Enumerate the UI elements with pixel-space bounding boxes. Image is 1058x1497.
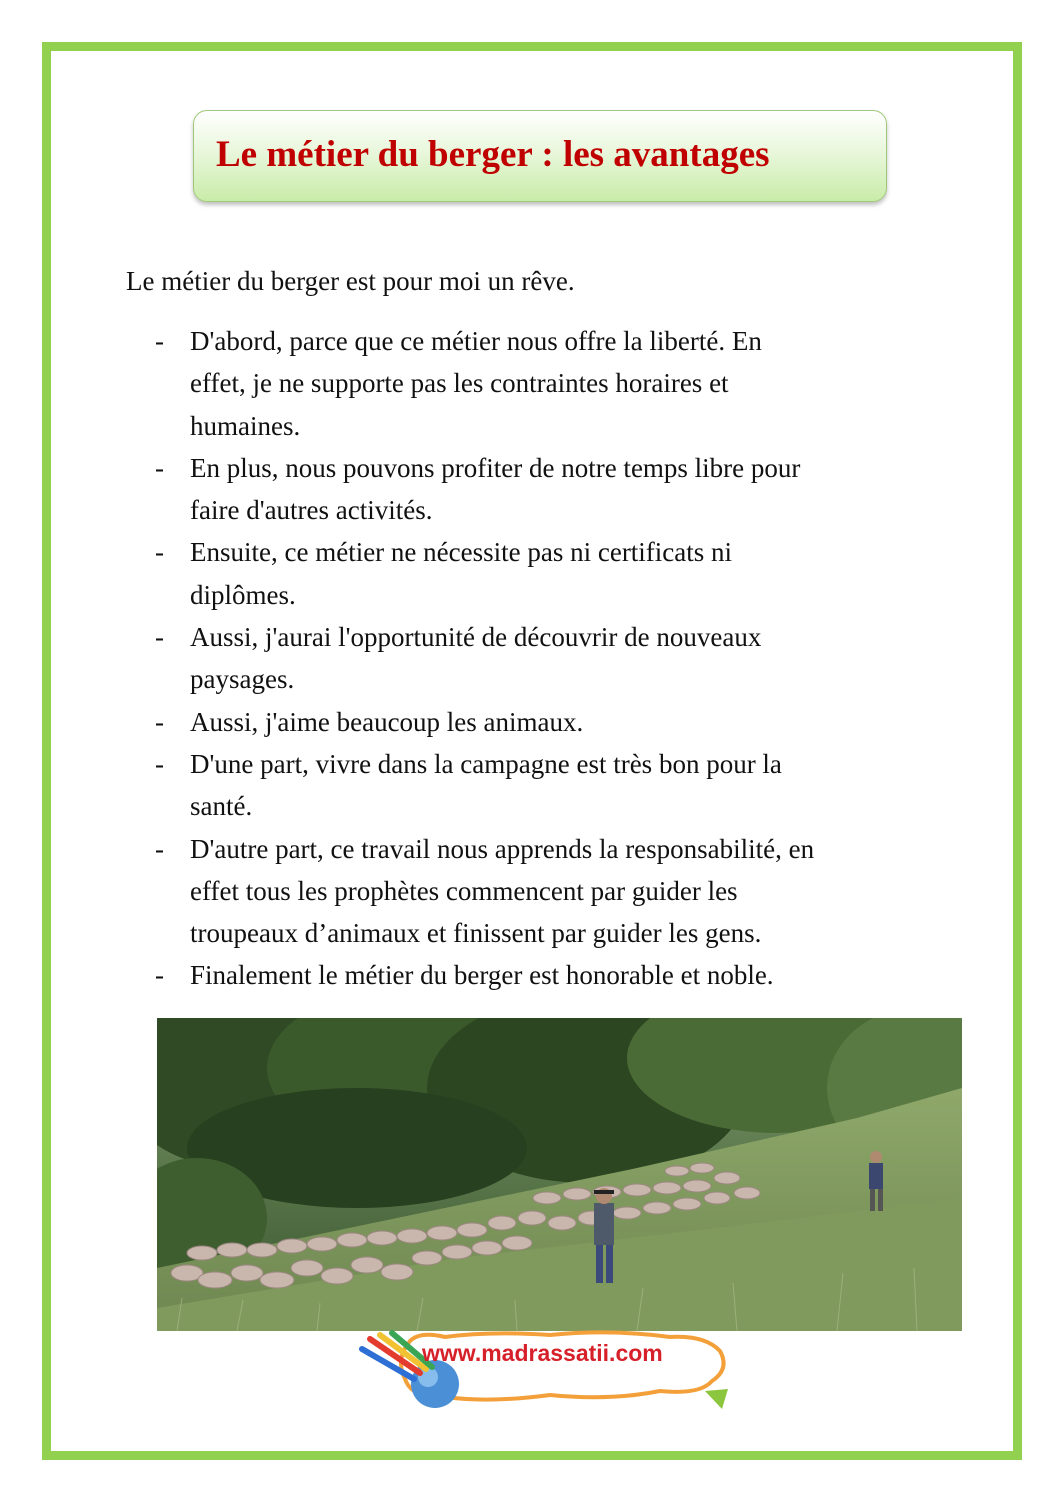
advantage-line: En plus, nous pouvons profiter de notre temps libre pour bbox=[190, 452, 801, 483]
bullet-dash: - bbox=[155, 833, 164, 864]
advantage-line: Aussi, j'aurai l'opportunité de découvrir de nouveaux bbox=[190, 622, 762, 653]
advantage-item bbox=[155, 954, 945, 996]
advantage-line: D'autre part, ce travail nous apprends la responsabilité, en bbox=[190, 833, 815, 864]
title-banner bbox=[193, 110, 887, 202]
intro-paragraph: Le métier du berger est pour moi un rêve. bbox=[126, 266, 575, 296]
advantage-line: Aussi, j'aime beaucoup les animaux. bbox=[190, 706, 584, 737]
advantage-line: faire d'autres activités. bbox=[190, 495, 433, 526]
advantage-line: troupeaux d’animaux et finissent par guider les gens. bbox=[190, 918, 762, 949]
bullet-dash: - bbox=[155, 748, 164, 779]
advantage-item bbox=[155, 616, 945, 701]
advantage-line: Finalement le métier du berger est honorable et noble. bbox=[190, 960, 774, 991]
advantage-line: santé. bbox=[190, 791, 253, 822]
advantage-line: effet tous les prophètes commencent par guider les bbox=[190, 875, 738, 906]
advantage-item bbox=[155, 743, 945, 828]
advantage-item bbox=[155, 828, 945, 955]
bullet-dash: - bbox=[155, 452, 164, 483]
advantage-line: effet, je ne supporte pas les contraintes horaires et bbox=[190, 368, 729, 399]
advantage-item bbox=[155, 701, 945, 743]
page-title: Le métier du berger : les avantages bbox=[216, 134, 770, 175]
website-url: www.madrassatii.com bbox=[422, 1340, 663, 1366]
bullet-dash: - bbox=[155, 326, 164, 356]
advantage-line: Ensuite, ce métier ne nécessite pas ni certificats ni bbox=[190, 537, 733, 568]
advantage-line: D'abord, parce que ce métier nous offre la liberté. En bbox=[190, 326, 762, 356]
shepherd-flock-photo bbox=[157, 1018, 962, 1331]
advantage-line: D'une part, vivre dans la campagne est très bon pour la bbox=[190, 748, 782, 779]
advantage-line: humaines. bbox=[190, 410, 301, 441]
bullet-dash: - bbox=[155, 960, 164, 991]
bullet-dash: - bbox=[155, 537, 164, 568]
bullet-dash: - bbox=[155, 706, 164, 737]
advantage-item bbox=[155, 531, 945, 616]
advantage-item bbox=[155, 447, 945, 532]
bullet-dash: - bbox=[155, 622, 164, 653]
advantage-item bbox=[155, 320, 945, 447]
advantage-line: diplômes. bbox=[190, 579, 296, 610]
advantage-line: paysages. bbox=[190, 664, 295, 695]
advantages-list bbox=[155, 320, 945, 997]
